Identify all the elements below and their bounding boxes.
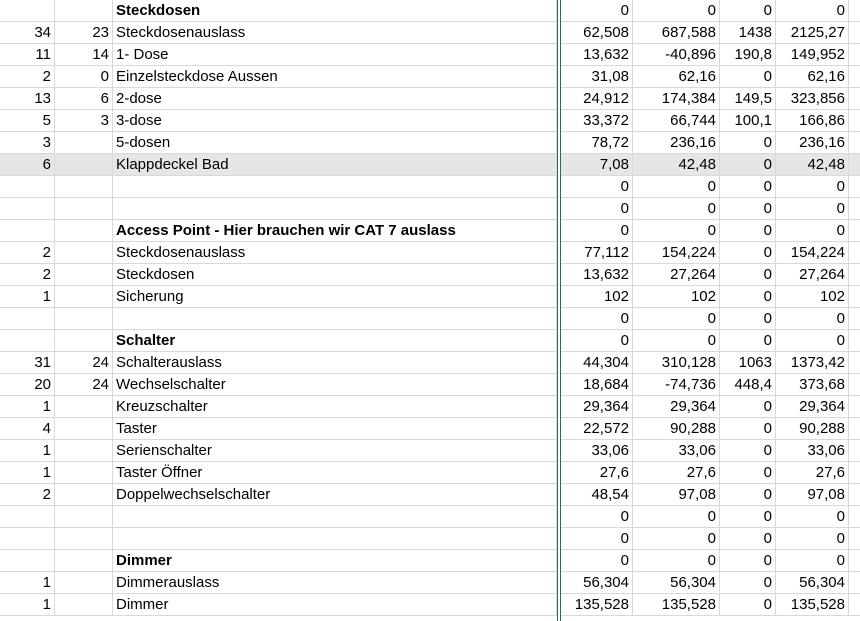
cell-total[interactable]: -40,896 <box>633 44 720 65</box>
table-row[interactable] <box>0 506 860 528</box>
cell-unit-price[interactable]: 7,08 <box>561 154 633 175</box>
cell-unit-price[interactable]: 0 <box>561 528 633 549</box>
cell-count-b[interactable] <box>55 308 113 329</box>
cell-sum[interactable]: 0 <box>776 176 849 197</box>
cell-empty[interactable] <box>849 462 860 483</box>
cell-unit-price[interactable]: 33,06 <box>561 440 633 461</box>
cell-total[interactable]: 0 <box>633 308 720 329</box>
cell-unit-price[interactable]: 0 <box>561 506 633 527</box>
cell-item-label[interactable] <box>113 528 557 549</box>
table-row[interactable] <box>0 286 860 308</box>
cell-sum[interactable]: 1373,42 <box>776 352 849 373</box>
cell-item-label[interactable]: Schalter <box>113 330 557 351</box>
cell-count-a[interactable]: 1 <box>0 462 55 483</box>
cell-unit-price[interactable]: 22,572 <box>561 418 633 439</box>
cell-item-label[interactable]: Dimmer <box>113 550 557 571</box>
cell-count-b[interactable] <box>55 462 113 483</box>
cell-count-a[interactable]: 2 <box>0 242 55 263</box>
cell-total[interactable]: 0 <box>633 506 720 527</box>
table-row[interactable] <box>0 528 860 550</box>
cell-count-b[interactable] <box>55 132 113 153</box>
cell-item-label[interactable]: Schalterauslass <box>113 352 557 373</box>
cell-extra[interactable]: 0 <box>720 462 776 483</box>
table-row[interactable] <box>0 88 860 110</box>
table-row[interactable] <box>0 484 860 506</box>
cell-item-label[interactable]: 3-dose <box>113 110 557 131</box>
cell-sum[interactable]: 0 <box>776 308 849 329</box>
cell-unit-price[interactable]: 44,304 <box>561 352 633 373</box>
cell-item-label[interactable]: Wechselschalter <box>113 374 557 395</box>
cell-extra[interactable]: 100,1 <box>720 110 776 131</box>
cell-extra[interactable]: 0 <box>720 286 776 307</box>
cell-count-b[interactable]: 23 <box>55 22 113 43</box>
cell-empty[interactable] <box>849 22 860 43</box>
cell-count-b[interactable] <box>55 0 113 21</box>
cell-total[interactable]: 0 <box>633 330 720 351</box>
cell-empty[interactable] <box>849 264 860 285</box>
cell-empty[interactable] <box>849 440 860 461</box>
cell-empty[interactable] <box>849 88 860 109</box>
cell-total[interactable]: 90,288 <box>633 418 720 439</box>
cell-unit-price[interactable]: 31,08 <box>561 66 633 87</box>
cell-item-label[interactable]: 1- Dose <box>113 44 557 65</box>
cell-unit-price[interactable]: 77,112 <box>561 242 633 263</box>
cell-total[interactable]: 135,528 <box>633 594 720 615</box>
table-row[interactable] <box>0 374 860 396</box>
cell-item-label[interactable]: Einzelsteckdose Aussen <box>113 66 557 87</box>
cell-count-a[interactable]: 1 <box>0 396 55 417</box>
cell-count-a[interactable]: 3 <box>0 132 55 153</box>
cell-count-b[interactable] <box>55 242 113 263</box>
cell-total[interactable]: 154,224 <box>633 242 720 263</box>
cell-count-a[interactable]: 1 <box>0 440 55 461</box>
cell-sum[interactable]: 102 <box>776 286 849 307</box>
table-row[interactable] <box>0 22 860 44</box>
cell-item-label[interactable]: Dimmerauslass <box>113 572 557 593</box>
table-row[interactable] <box>0 594 860 616</box>
cell-total[interactable]: 0 <box>633 550 720 571</box>
cell-count-a[interactable] <box>0 528 55 549</box>
cell-item-label[interactable]: Taster <box>113 418 557 439</box>
cell-extra[interactable]: 0 <box>720 308 776 329</box>
cell-item-label[interactable]: Steckdosenauslass <box>113 242 557 263</box>
cell-count-a[interactable]: 13 <box>0 88 55 109</box>
cell-extra[interactable]: 0 <box>720 594 776 615</box>
cell-sum[interactable]: 27,264 <box>776 264 849 285</box>
cell-count-b[interactable] <box>55 440 113 461</box>
cell-sum[interactable]: 373,68 <box>776 374 849 395</box>
cell-count-b[interactable] <box>55 572 113 593</box>
cell-count-b[interactable] <box>55 220 113 241</box>
cell-empty[interactable] <box>849 484 860 505</box>
cell-sum[interactable]: 0 <box>776 220 849 241</box>
cell-empty[interactable] <box>849 176 860 197</box>
table-row[interactable] <box>0 242 860 264</box>
cell-count-a[interactable] <box>0 0 55 21</box>
cell-empty[interactable] <box>849 550 860 571</box>
section-header-row[interactable] <box>0 0 860 22</box>
cell-count-a[interactable]: 20 <box>0 374 55 395</box>
cell-item-label[interactable] <box>113 176 557 197</box>
cell-empty[interactable] <box>849 154 860 175</box>
cell-extra[interactable]: 0 <box>720 396 776 417</box>
cell-unit-price[interactable]: 135,528 <box>561 594 633 615</box>
cell-extra[interactable]: 0 <box>720 572 776 593</box>
cell-total[interactable]: 29,364 <box>633 396 720 417</box>
cell-total[interactable]: 102 <box>633 286 720 307</box>
cell-sum[interactable]: 135,528 <box>776 594 849 615</box>
cell-total[interactable]: 0 <box>633 176 720 197</box>
cell-unit-price[interactable]: 33,372 <box>561 110 633 131</box>
cell-empty[interactable] <box>849 374 860 395</box>
cell-count-b[interactable]: 6 <box>55 88 113 109</box>
cell-empty[interactable] <box>849 132 860 153</box>
cell-unit-price[interactable]: 24,912 <box>561 88 633 109</box>
cell-total[interactable]: 0 <box>633 198 720 219</box>
cell-count-a[interactable]: 5 <box>0 110 55 131</box>
cell-item-label[interactable]: Kreuzschalter <box>113 396 557 417</box>
cell-sum[interactable]: 236,16 <box>776 132 849 153</box>
section-header-row[interactable] <box>0 550 860 572</box>
cell-empty[interactable] <box>849 0 860 21</box>
cell-count-b[interactable] <box>55 176 113 197</box>
cell-sum[interactable]: 154,224 <box>776 242 849 263</box>
cell-count-b[interactable]: 14 <box>55 44 113 65</box>
cell-empty[interactable] <box>849 528 860 549</box>
cell-unit-price[interactable]: 18,684 <box>561 374 633 395</box>
table-row[interactable] <box>0 198 860 220</box>
cell-empty[interactable] <box>849 572 860 593</box>
cell-count-b[interactable]: 3 <box>55 110 113 131</box>
cell-count-a[interactable] <box>0 330 55 351</box>
cell-unit-price[interactable]: 0 <box>561 330 633 351</box>
cell-unit-price[interactable]: 0 <box>561 0 633 21</box>
cell-count-a[interactable]: 4 <box>0 418 55 439</box>
cell-unit-price[interactable]: 0 <box>561 176 633 197</box>
cell-unit-price[interactable]: 0 <box>561 220 633 241</box>
cell-unit-price[interactable]: 0 <box>561 198 633 219</box>
cell-sum[interactable]: 33,06 <box>776 440 849 461</box>
cell-count-a[interactable]: 1 <box>0 594 55 615</box>
freeze-pane-divider <box>557 0 561 621</box>
section-header-row[interactable] <box>0 220 860 242</box>
cell-unit-price[interactable]: 78,72 <box>561 132 633 153</box>
cell-item-label[interactable]: Access Point - Hier brauchen wir CAT 7 auslass <box>113 220 557 241</box>
cell-total[interactable]: 0 <box>633 0 720 21</box>
cell-count-a[interactable]: 11 <box>0 44 55 65</box>
cell-unit-price[interactable]: 13,632 <box>561 264 633 285</box>
table-row[interactable] <box>0 110 860 132</box>
cell-count-b[interactable] <box>55 418 113 439</box>
cell-empty[interactable] <box>849 308 860 329</box>
cell-total[interactable]: 62,16 <box>633 66 720 87</box>
cell-sum[interactable]: 27,6 <box>776 462 849 483</box>
cell-count-b[interactable] <box>55 286 113 307</box>
table-row[interactable] <box>0 440 860 462</box>
cell-empty[interactable] <box>849 330 860 351</box>
cell-empty[interactable] <box>849 396 860 417</box>
cell-count-a[interactable]: 31 <box>0 352 55 373</box>
cell-count-b[interactable] <box>55 264 113 285</box>
cell-sum[interactable]: 0 <box>776 0 849 21</box>
cell-sum[interactable]: 62,16 <box>776 66 849 87</box>
cell-extra[interactable]: 0 <box>720 264 776 285</box>
cell-count-a[interactable]: 1 <box>0 572 55 593</box>
cell-count-a[interactable] <box>0 308 55 329</box>
cell-total[interactable]: 310,128 <box>633 352 720 373</box>
cell-empty[interactable] <box>849 242 860 263</box>
cell-count-b[interactable] <box>55 594 113 615</box>
cell-empty[interactable] <box>849 66 860 87</box>
table-row[interactable] <box>0 572 860 594</box>
cell-empty[interactable] <box>849 506 860 527</box>
cell-extra[interactable]: 0 <box>720 0 776 21</box>
cell-extra[interactable]: 0 <box>720 418 776 439</box>
cell-total[interactable]: 0 <box>633 528 720 549</box>
table-row[interactable] <box>0 176 860 198</box>
cell-extra[interactable]: 190,8 <box>720 44 776 65</box>
table-row[interactable] <box>0 418 860 440</box>
cell-extra[interactable]: 0 <box>720 330 776 351</box>
cell-count-a[interactable]: 2 <box>0 484 55 505</box>
table-row[interactable] <box>0 396 860 418</box>
section-header-row[interactable] <box>0 330 860 352</box>
cell-total[interactable]: -74,736 <box>633 374 720 395</box>
cell-unit-price[interactable]: 0 <box>561 550 633 571</box>
cell-empty[interactable] <box>849 44 860 65</box>
cell-extra[interactable]: 0 <box>720 220 776 241</box>
cell-count-a[interactable]: 2 <box>0 264 55 285</box>
cell-extra[interactable]: 1438 <box>720 22 776 43</box>
table-row[interactable] <box>0 352 860 374</box>
cell-extra[interactable]: 0 <box>720 198 776 219</box>
cell-empty[interactable] <box>849 352 860 373</box>
cell-unit-price[interactable]: 62,508 <box>561 22 633 43</box>
cell-count-a[interactable] <box>0 198 55 219</box>
cell-total[interactable]: 174,384 <box>633 88 720 109</box>
cell-count-b[interactable] <box>55 528 113 549</box>
cell-sum[interactable]: 0 <box>776 198 849 219</box>
cell-item-label[interactable]: Steckdosenauslass <box>113 22 557 43</box>
cell-count-b[interactable] <box>55 396 113 417</box>
cell-item-label[interactable] <box>113 308 557 329</box>
cell-count-b[interactable]: 0 <box>55 66 113 87</box>
cell-count-b[interactable]: 24 <box>55 374 113 395</box>
cell-item-label[interactable]: Sicherung <box>113 286 557 307</box>
cell-count-b[interactable] <box>55 154 113 175</box>
cell-total[interactable]: 97,08 <box>633 484 720 505</box>
cell-count-a[interactable]: 6 <box>0 154 55 175</box>
cell-sum[interactable]: 42,48 <box>776 154 849 175</box>
cell-empty[interactable] <box>849 220 860 241</box>
cell-empty[interactable] <box>849 594 860 615</box>
cell-total[interactable]: 27,264 <box>633 264 720 285</box>
cell-item-label[interactable]: Klappdeckel Bad <box>113 154 557 175</box>
cell-count-a[interactable] <box>0 220 55 241</box>
cell-extra[interactable]: 149,5 <box>720 88 776 109</box>
cell-sum[interactable]: 323,856 <box>776 88 849 109</box>
cell-unit-price[interactable]: 56,304 <box>561 572 633 593</box>
cell-extra[interactable]: 0 <box>720 176 776 197</box>
cell-sum[interactable]: 0 <box>776 330 849 351</box>
cell-count-b[interactable] <box>55 506 113 527</box>
cell-extra[interactable]: 0 <box>720 440 776 461</box>
cell-item-label[interactable]: Serienschalter <box>113 440 557 461</box>
cell-total[interactable]: 0 <box>633 220 720 241</box>
cell-extra[interactable]: 0 <box>720 528 776 549</box>
cell-total[interactable]: 42,48 <box>633 154 720 175</box>
cell-extra[interactable]: 0 <box>720 506 776 527</box>
cell-sum[interactable]: 166,86 <box>776 110 849 131</box>
table-row[interactable] <box>0 308 860 330</box>
table-row[interactable] <box>0 462 860 484</box>
cell-count-b[interactable] <box>55 550 113 571</box>
cell-unit-price[interactable]: 0 <box>561 308 633 329</box>
cell-total[interactable]: 33,06 <box>633 440 720 461</box>
cell-count-b[interactable] <box>55 198 113 219</box>
table-row[interactable] <box>0 44 860 66</box>
cell-sum[interactable]: 149,952 <box>776 44 849 65</box>
cell-item-label[interactable] <box>113 198 557 219</box>
cell-total[interactable]: 27,6 <box>633 462 720 483</box>
cell-extra[interactable]: 0 <box>720 132 776 153</box>
cell-sum[interactable]: 0 <box>776 528 849 549</box>
cell-total[interactable]: 687,588 <box>633 22 720 43</box>
cell-item-label[interactable]: Dimmer <box>113 594 557 615</box>
cell-unit-price[interactable]: 13,632 <box>561 44 633 65</box>
cell-extra[interactable]: 0 <box>720 550 776 571</box>
cell-sum[interactable]: 0 <box>776 550 849 571</box>
cell-item-label[interactable]: Steckdosen <box>113 0 557 21</box>
table-row[interactable] <box>0 154 860 176</box>
cell-extra[interactable]: 0 <box>720 154 776 175</box>
cell-sum[interactable]: 56,304 <box>776 572 849 593</box>
cell-item-label[interactable]: Steckdosen <box>113 264 557 285</box>
cell-sum[interactable]: 29,364 <box>776 396 849 417</box>
cell-extra[interactable]: 0 <box>720 242 776 263</box>
cell-count-a[interactable] <box>0 550 55 571</box>
cell-item-label[interactable] <box>113 506 557 527</box>
cell-count-b[interactable]: 24 <box>55 352 113 373</box>
cell-unit-price[interactable]: 48,54 <box>561 484 633 505</box>
cell-unit-price[interactable]: 27,6 <box>561 462 633 483</box>
cell-extra[interactable]: 448,4 <box>720 374 776 395</box>
cell-total[interactable]: 56,304 <box>633 572 720 593</box>
cell-extra[interactable]: 0 <box>720 66 776 87</box>
cell-extra[interactable]: 0 <box>720 484 776 505</box>
cell-count-b[interactable] <box>55 330 113 351</box>
cell-empty[interactable] <box>849 198 860 219</box>
table-row[interactable] <box>0 132 860 154</box>
cell-count-a[interactable] <box>0 176 55 197</box>
cell-unit-price[interactable]: 102 <box>561 286 633 307</box>
cell-item-label[interactable]: Doppelwechselschalter <box>113 484 557 505</box>
table-row[interactable] <box>0 66 860 88</box>
cell-count-a[interactable]: 2 <box>0 66 55 87</box>
cell-item-label[interactable]: Taster Öffner <box>113 462 557 483</box>
cell-sum[interactable]: 0 <box>776 506 849 527</box>
cell-total[interactable]: 66,744 <box>633 110 720 131</box>
cell-sum[interactable]: 2125,27 <box>776 22 849 43</box>
cell-item-label[interactable]: 2-dose <box>113 88 557 109</box>
cell-total[interactable]: 236,16 <box>633 132 720 153</box>
cell-empty[interactable] <box>849 286 860 307</box>
cell-count-a[interactable] <box>0 506 55 527</box>
cell-count-a[interactable]: 34 <box>0 22 55 43</box>
cell-count-a[interactable]: 1 <box>0 286 55 307</box>
table-row[interactable] <box>0 264 860 286</box>
cell-unit-price[interactable]: 29,364 <box>561 396 633 417</box>
cell-empty[interactable] <box>849 110 860 131</box>
cell-sum[interactable]: 90,288 <box>776 418 849 439</box>
cell-empty[interactable] <box>849 418 860 439</box>
cell-count-b[interactable] <box>55 484 113 505</box>
cell-sum[interactable]: 97,08 <box>776 484 849 505</box>
cell-extra[interactable]: 1063 <box>720 352 776 373</box>
cell-item-label[interactable]: 5-dosen <box>113 132 557 153</box>
